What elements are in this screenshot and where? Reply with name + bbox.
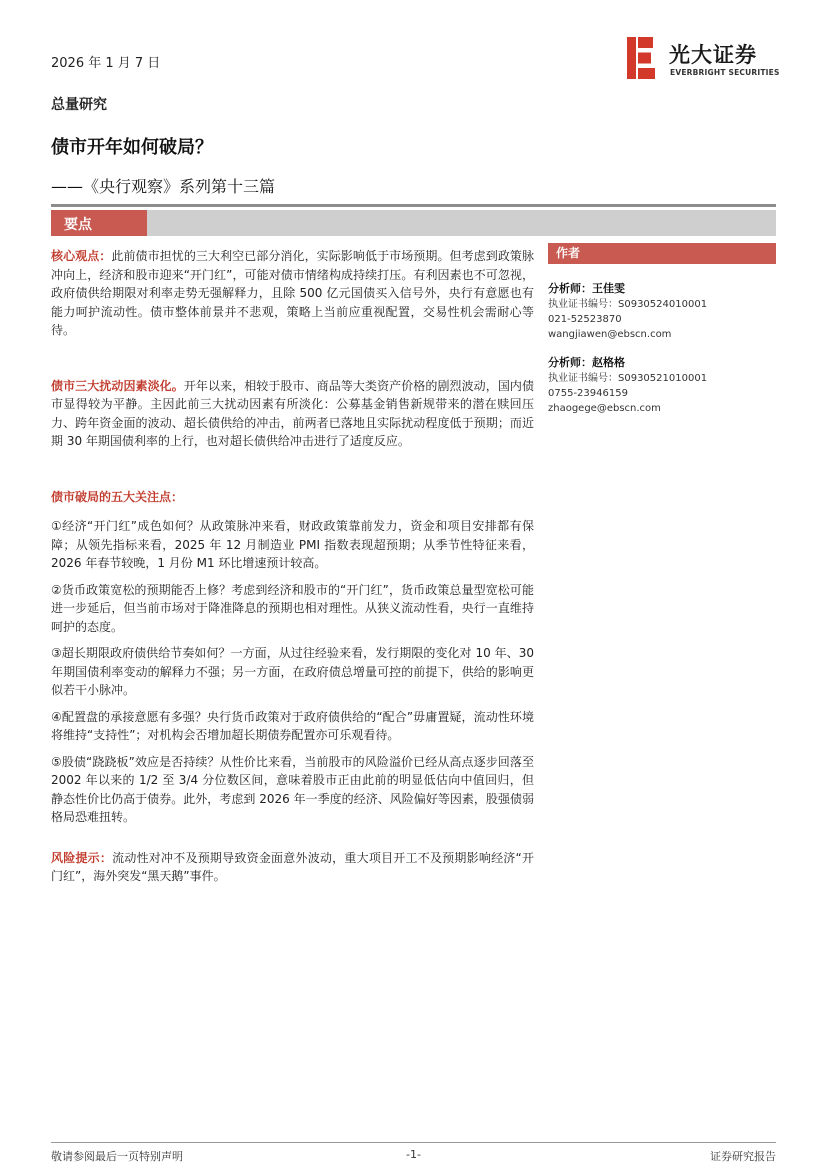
analyst-email[interactable]: zhaogege@ebscn.com [548,403,661,414]
analyst-name: 分析师：赵格格 [548,356,625,369]
focus-item: ④配置盘的承接意愿有多强？央行货币政策对于政府债供给的“配合”毋庸置疑，流动性环境将维持“支持性”；对机构会否增加超长期债券配置亦可乐观看待。 [51,709,534,742]
risk-label: 风险提示： [51,850,113,865]
analyst-phone: 0755-23946159 [548,388,628,399]
factors-label: 债市三大扰动因素淡化。 [51,378,184,393]
analyst-card [548,355,776,416]
footer-divider [51,1142,776,1143]
report-date: 2026 年 1 月 7 日 [51,56,161,71]
core-view-paragraph [51,247,534,340]
core-view-label: 核心观点： [51,249,112,263]
section-label: 要点 [64,217,92,233]
factors-paragraph [51,377,534,451]
author-sidebar [548,243,776,416]
main-content [51,247,534,886]
analyst-phone: 021-52523870 [548,314,622,325]
section-header-bar [51,210,776,236]
page-number: -1- [406,1148,421,1161]
factors-text: 开年以来，相较于股市、商品等大类资产价格的剧烈波动，国内债市显得较为平静。主因此前三大扰动因素有所淡化：公募基金销售新规带来的潜在赎回压力、跨年资金面的波动、超长债供给的冲击，前两者已落地且实际扰动程度低于预期；而近期 30 年期国债利率的上行，也对超长债供给冲击进行了适度反应。 [51,378,534,448]
footer-report-type: 证券研究报告 [710,1150,776,1163]
risk-paragraph [51,849,534,886]
everbright-logo-icon [627,37,655,79]
focus-item: ②货币政策宽松的预期能否上修？考虑到经济和股市的“开门红”，货币政策总量型宽松可能进一步延后，但当前市场对于降准降息的预期也相对理性。从狭义流动性看，央行一直维持呵护的态度。 [51,582,534,634]
core-view-text: 此前债市担忧的三大利空已部分消化，实际影响低于市场预期。但考虑到政策脉冲向上，经济和股市迎来“开门红”，可能对债市情绪构成持续打压。有利因素也不可忽视，政府债供给期限对利率走势无强解释力，且除 500 亿元国债买入信号外，央行有意愿也有能力呵护流动性。债市整体前景并不悲观，策略上当前应重视配置，交易性机会需耐心等待。 [51,249,534,337]
page-subtitle: ——《央行观察》系列第十三篇 [51,177,276,196]
report-category: 总量研究 [51,97,107,113]
header-divider [51,204,776,207]
author-heading: 作者 [548,243,776,264]
focus-item: ①经济“开门红”成色如何？从政策脉冲来看，财政政策靠前发力，资金和项目安排都有保障；从领先指标来看，2025 年 12 月制造业 PMI 指数表现超预期；从季节性特征来看，2026 年春节较晚，1 月份 M1 环比增速预计较高。 [51,519,534,570]
analyst-card [548,281,776,342]
analyst-cert: 执业证书编号：S0930521010001 [548,373,708,384]
company-logo [627,37,787,81]
page-title: 债市开年如何破局？ [51,137,213,158]
analyst-name: 分析师：王佳雯 [548,282,625,295]
risk-text: 流动性对冲不及预期导致资金面意外波动，重大项目开工不及预期影响经济“开门红”，海外突发“黑天鹅”事件。 [51,850,534,883]
logo-text-cn: 光大证券 [669,43,757,67]
logo-text-en: EVERBRIGHT SECURITIES [670,68,780,77]
focus-item: ③超长期限政府债供给节奏如何？一方面，从过往经验来看，发行期限的变化对 10 年、30 年期国债利率变动的解释力不强；另一方面，在政府债总增量可控的前提下，供给的影响更似若干小脉冲。 [51,646,534,697]
focus-item: ⑤股债“跷跷板”效应是否持续？从性价比来看，当前股市的风险溢价已经从高点逐步回落至 2002 年以来的 1/2 至 3/4 分位数区间，意味着股市正由此前的明显低估向中值回归，但静态性价比仍高于债券。此外，考虑到 2026 年一季度的经济、风险偏好等因素，股强债弱格局恐难扭转。 [51,754,534,824]
analyst-cert: 执业证书编号：S0930524010001 [548,299,708,310]
focus-heading: 债市破局的五大关注点： [51,489,184,504]
analyst-email[interactable]: wangjiawen@ebscn.com [548,329,672,340]
footer-disclaimer: 敬请参阅最后一页特别声明 [51,1150,183,1163]
